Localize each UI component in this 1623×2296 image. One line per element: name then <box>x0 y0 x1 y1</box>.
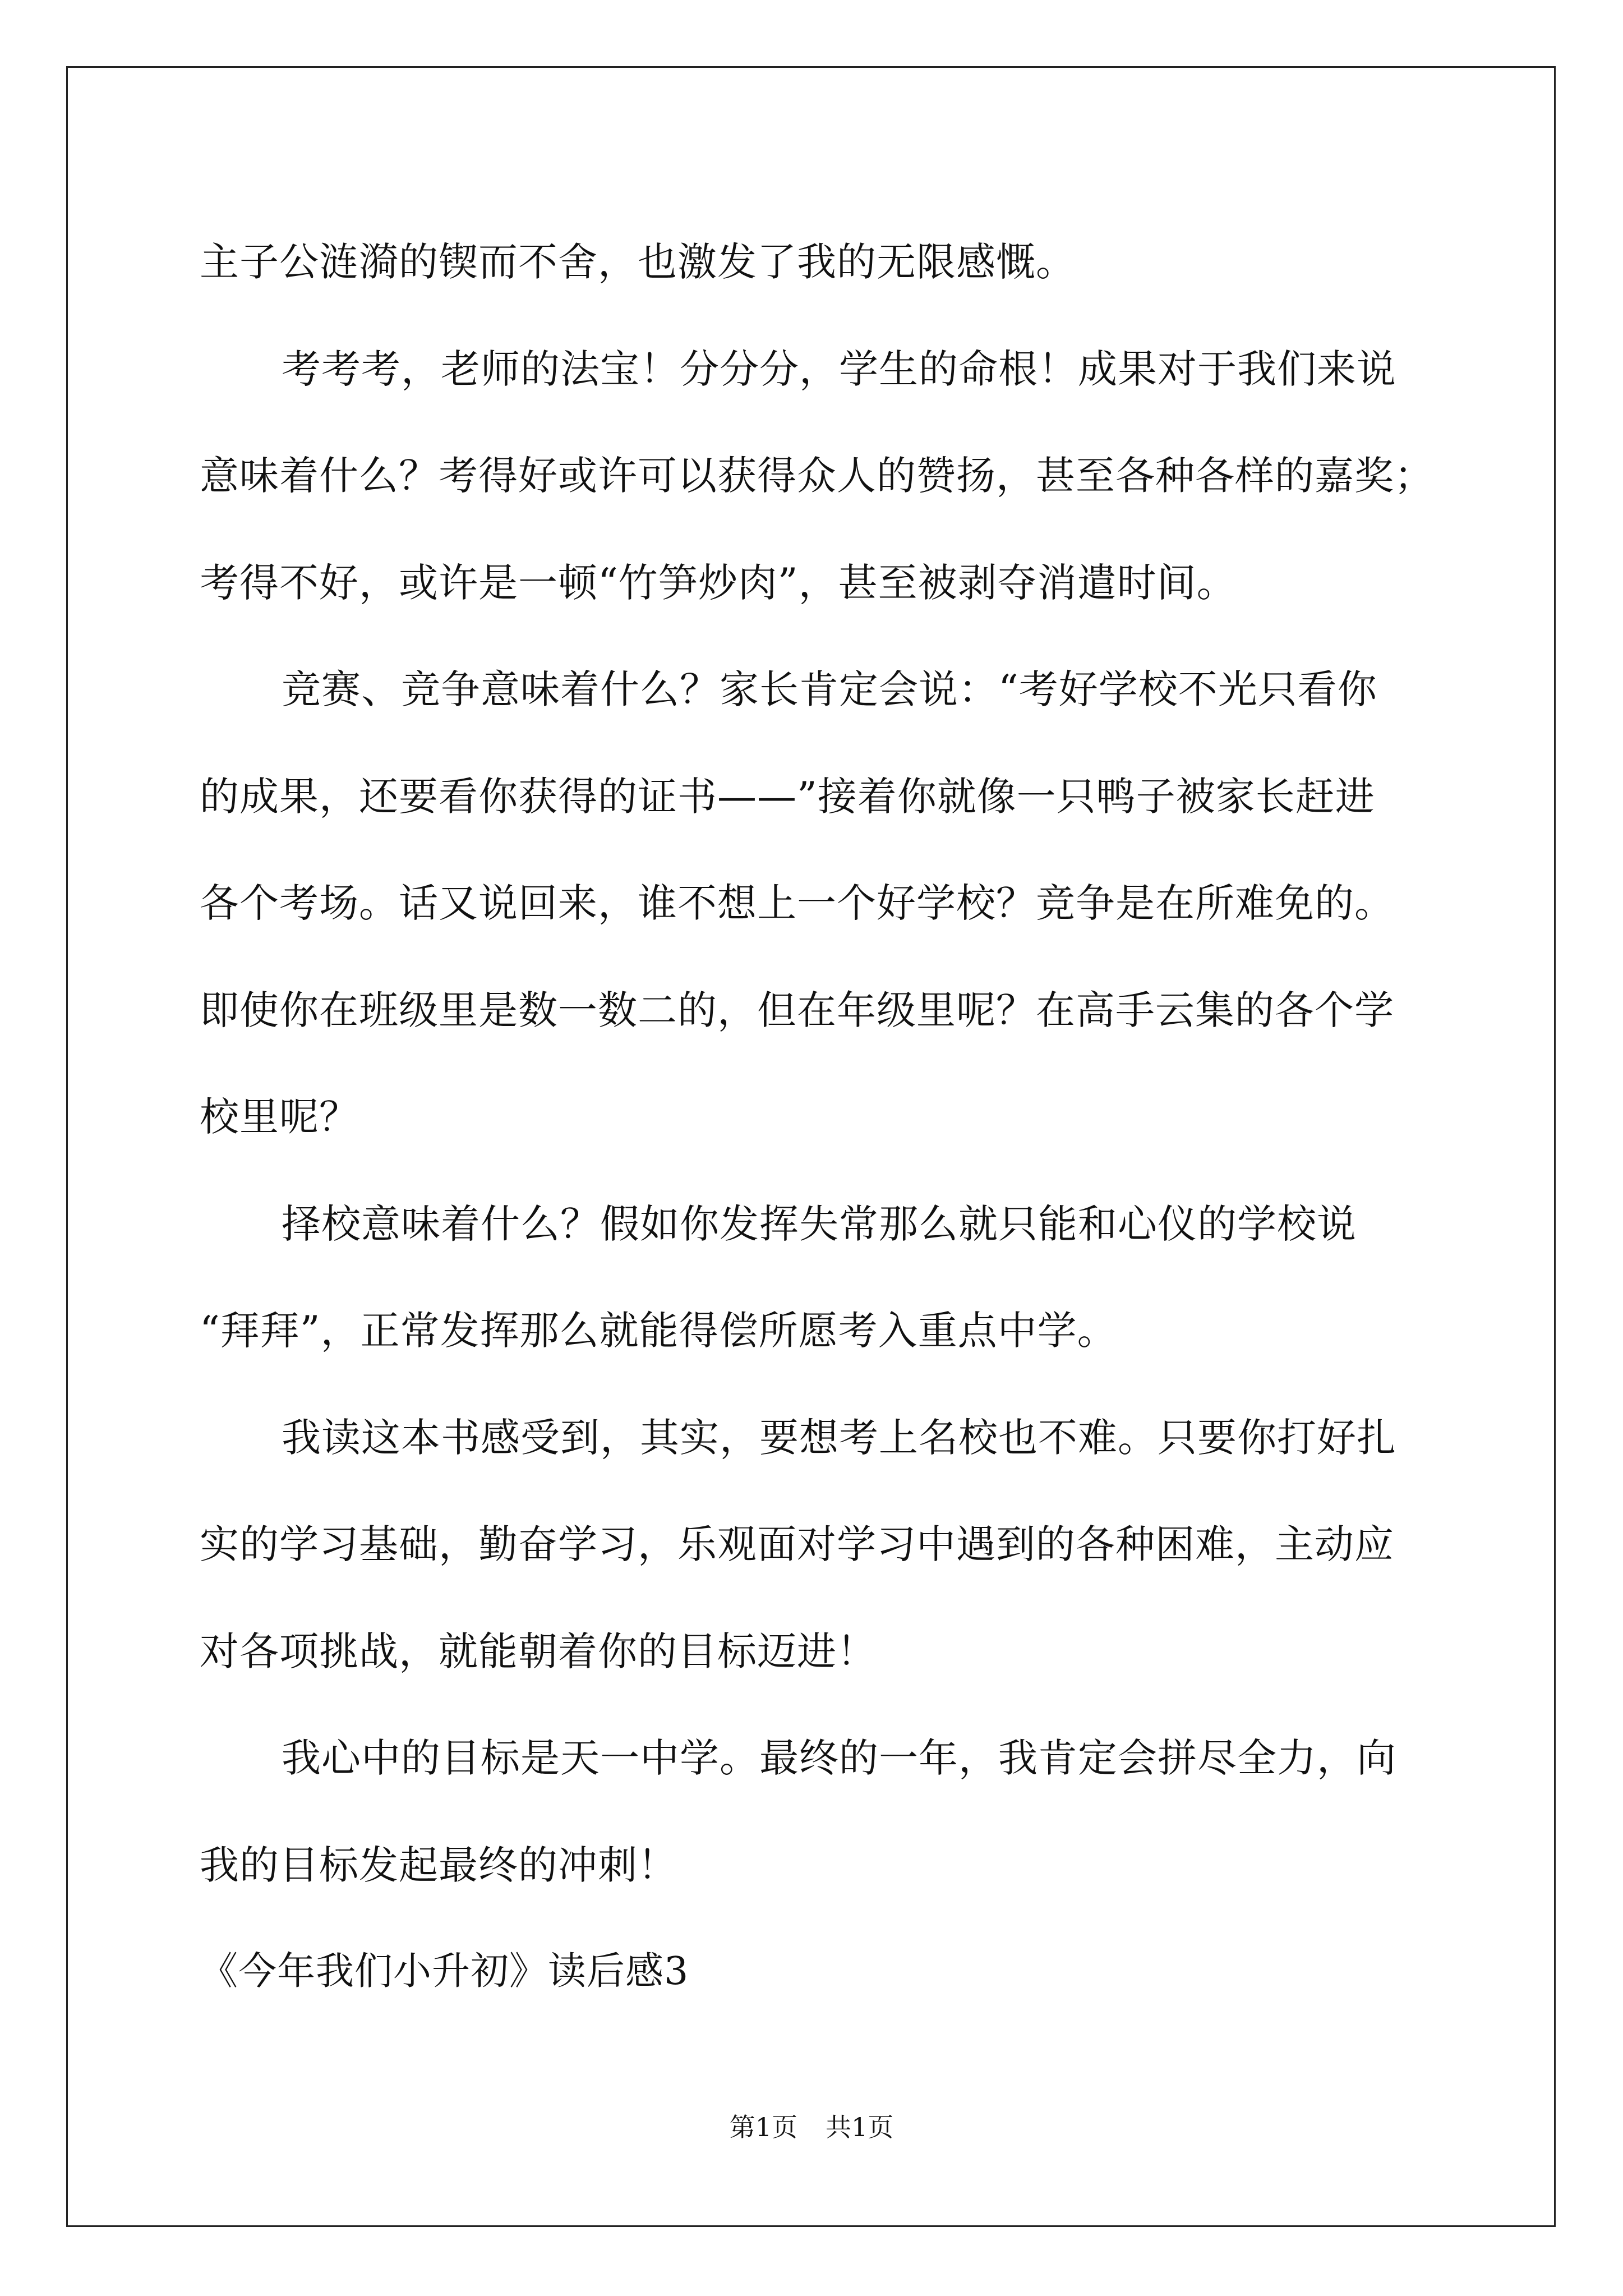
paragraph-line: 实的学习基础，勤奋学习，乐观面对学习中遇到的各种困难，主动应 <box>200 1521 1394 1567</box>
paragraph-line: 主子公涟漪的锲而不舍，也激发了我的无限感慨。 <box>200 239 1076 285</box>
paragraph-line: 竞赛、竞争意味着什么？家长肯定会说：“考好学校不光只看你 <box>282 666 1377 712</box>
document-body <box>200 209 1434 2026</box>
paragraph-line: 对各项挑战，就能朝着你的目标迈进！ <box>200 1628 877 1674</box>
paragraph-line: 考考考，老师的法宝！分分分，学生的命根！成果对于我们来说 <box>282 346 1396 392</box>
paragraph-line: 校里呢？ <box>200 1094 359 1140</box>
paragraph-line: 我心中的目标是天一中学。最终的一年，我肯定会拼尽全力，向 <box>282 1735 1396 1781</box>
paragraph-line: 我的目标发起最终的冲刺！ <box>200 1842 677 1888</box>
paragraph-line: 我读这本书感受到，其实，要想考上名校也不难。只要你打好扎 <box>282 1414 1396 1461</box>
paragraph-line: 择校意味着什么？假如你发挥失常那么就只能和心仪的学校说 <box>282 1200 1357 1247</box>
page-total: 共1页 <box>826 2112 894 2142</box>
paragraph-line: 意味着什么？考得好或许可以获得众人的赞扬，甚至各种各样的嘉奖； <box>200 453 1434 499</box>
paragraph-line: 即使你在班级里是数一数二的，但在年级里呢？在高手云集的各个学 <box>200 987 1394 1033</box>
paragraph-line: 的成果，还要看你获得的证书——”接着你就像一只鸭子被家长赶进 <box>200 773 1375 820</box>
paragraph-line: 各个考场。话又说回来，谁不想上一个好学校？竞争是在所难免的。 <box>200 880 1394 926</box>
page-footer <box>0 2110 1623 2144</box>
section-heading: 《今年我们小升初》读后感3 <box>200 1949 689 1994</box>
page-number: 第1页 <box>729 2112 797 2142</box>
paragraph-line: 考得不好，或许是一顿“竹笋炒肉”，甚至被剥夺消遣时间。 <box>200 559 1237 606</box>
paragraph-line: “拜拜”，正常发挥那么就能得偿所愿考入重点中学。 <box>200 1308 1117 1354</box>
